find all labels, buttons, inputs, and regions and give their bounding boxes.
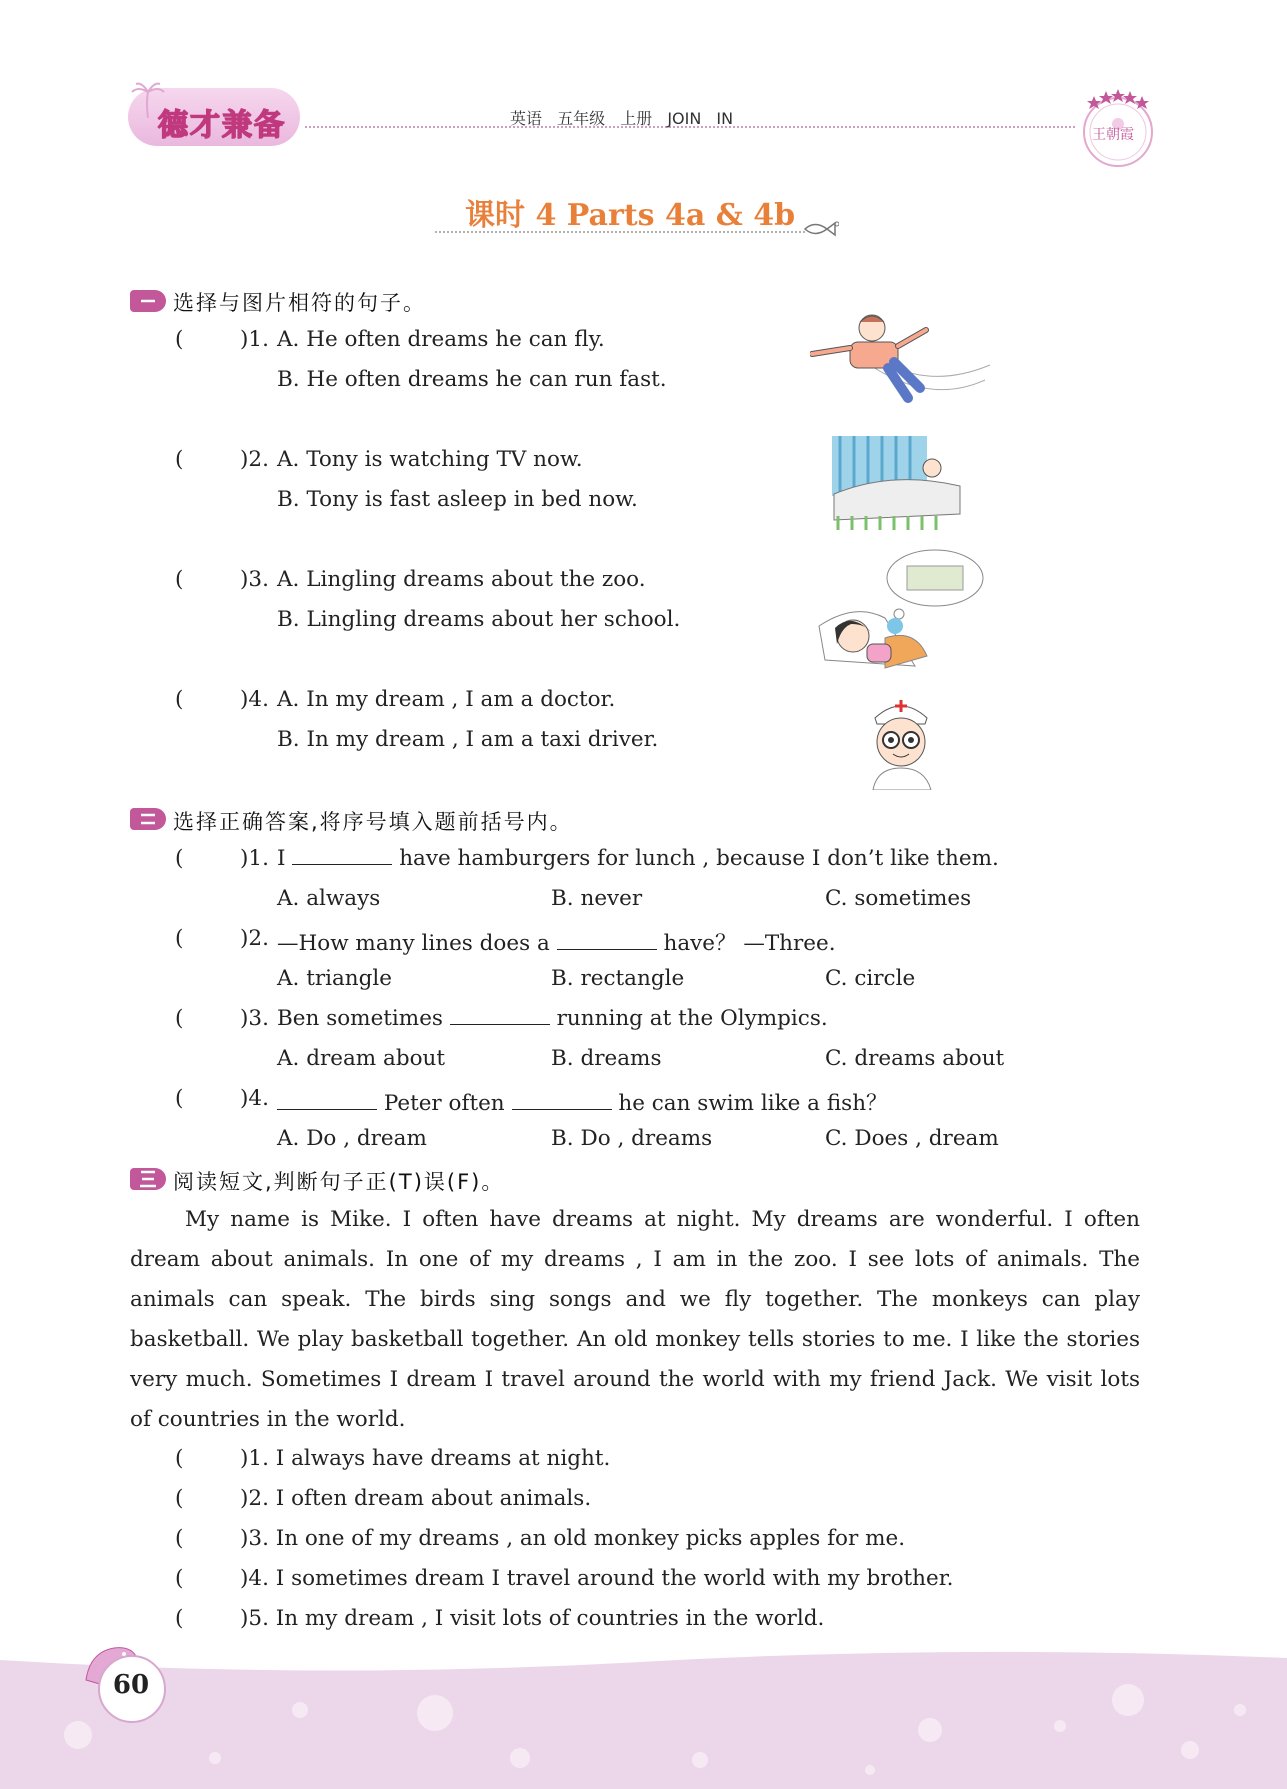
sleeping-boy-illustration [832, 436, 962, 530]
stem-start: Ben sometimes [277, 1006, 443, 1031]
fill-blank[interactable] [292, 846, 392, 865]
option-a: A. Lingling dreams about the zoo. [277, 567, 646, 592]
option-a: A. always [277, 886, 381, 911]
answer-bracket: ( [175, 1086, 184, 1111]
statement-5: )5. In my dream , I visit lots of countries in the world. [240, 1606, 825, 1631]
doctor-illustration [855, 694, 950, 790]
question-number: )3. [240, 1006, 269, 1031]
stem-end: he can swim like a fish？ [618, 1091, 888, 1116]
option-a: A. triangle [277, 966, 393, 991]
fish-icon [803, 218, 839, 240]
section-number-1 [137, 290, 159, 312]
question-number: )3. [240, 567, 269, 592]
answer-bracket: ( [175, 1486, 184, 1511]
question-number: )1. [240, 846, 269, 871]
option-b: B. Tony is fast asleep in bed now. [277, 487, 638, 512]
header-subject: 英语 [510, 109, 543, 128]
answer-bracket: ( [175, 1606, 184, 1631]
fill-blank[interactable] [557, 931, 657, 950]
option-c: C. dreams about [825, 1046, 1005, 1071]
option-c: C. circle [825, 966, 916, 991]
option-a: A. He often dreams he can fly. [277, 327, 605, 352]
statement-2: )2. I often dream about animals. [240, 1486, 592, 1511]
question-number: )4. [240, 687, 269, 712]
option-b: B. never [551, 886, 643, 911]
answer-bracket: ( [175, 1566, 184, 1591]
header-meta [510, 106, 733, 129]
answer-bracket: ( [175, 447, 184, 472]
question-stem [277, 846, 999, 871]
page-title: 课时 4 Parts 4a & 4b [465, 198, 796, 233]
statement-4: )4. I sometimes dream I travel around the world with my brother. [240, 1566, 954, 1591]
section-number-2 [137, 808, 159, 830]
answer-bracket: ( [175, 1526, 184, 1551]
stem-start: —How many lines does a [277, 931, 550, 956]
section-1-badge [130, 290, 166, 312]
option-a: A. Tony is watching TV now. [277, 447, 583, 472]
section-3-title: 阅读短文,判断句子正(T)误(F)。 [173, 1170, 505, 1194]
question-stem [277, 1006, 828, 1031]
reading-passage: My name is Mike. I often have dreams at night. My dreams are wonderful. I often dream about animals. In one of my dreams , I am in the zoo. I see lots of animals. The animals can speak. The birds sing songs and we fly together. The monkeys can play basketball. We play basketball together. An old monkey tells stories to me. I like the stories very much. Sometimes I dream I travel around the world with my friend Jack. We visit lots of countries in the world. [130, 1207, 1140, 1432]
option-a: A. Do , dream [277, 1126, 427, 1151]
brand-logo-text: 德才兼备 [158, 108, 286, 143]
seal-name: 王朝霞 [1092, 127, 1134, 143]
header-edition: JOIN IN [667, 109, 734, 128]
option-a: A. dream about [277, 1046, 446, 1071]
option-c: C. sometimes [825, 886, 972, 911]
page-number: 60 [112, 1670, 150, 1700]
option-b: B. dreams [551, 1046, 662, 1071]
fill-blank[interactable] [512, 1091, 612, 1110]
answer-bracket: ( [175, 846, 184, 871]
section-1-title: 选择与图片相符的句子。 [173, 291, 426, 315]
option-b: B. In my dream , I am a taxi driver. [277, 727, 659, 752]
question-number: )4. [240, 1086, 269, 1111]
title-underline [435, 231, 805, 233]
option-b: B. Do , dreams [551, 1126, 713, 1151]
question-number: )2. [240, 447, 269, 472]
option-b: B. He often dreams he can run fast. [277, 367, 667, 392]
option-b: B. Lingling dreams about her school. [277, 607, 681, 632]
answer-bracket: ( [175, 1006, 184, 1031]
fill-blank[interactable] [277, 1091, 377, 1110]
footer-wave [0, 1640, 1287, 1789]
question-number: )2. [240, 926, 269, 951]
answer-bracket: ( [175, 1446, 184, 1471]
dreaming-girl-illustration [815, 548, 985, 670]
answer-bracket: ( [175, 567, 184, 592]
stem-end: have？ —Three. [663, 931, 836, 956]
flying-boy-illustration [810, 310, 1000, 410]
question-number: )1. [240, 327, 269, 352]
section-number-3 [137, 1168, 159, 1190]
answer-bracket: ( [175, 687, 184, 712]
option-a: A. In my dream , I am a doctor. [277, 687, 616, 712]
statement-1: )1. I always have dreams at night. [240, 1446, 611, 1471]
option-b: B. rectangle [551, 966, 685, 991]
question-stem [277, 1086, 888, 1117]
statement-3: )3. In one of my dreams , an old monkey picks apples for me. [240, 1526, 906, 1551]
stem-end: have hamburgers for lunch , because I don’t like them. [399, 846, 999, 871]
header-volume: 上册 [620, 109, 653, 128]
stem-start: I [277, 846, 286, 871]
answer-bracket: ( [175, 327, 184, 352]
stem-middle: Peter often [383, 1091, 505, 1116]
answer-bracket: ( [175, 926, 184, 951]
option-c: C. Does , dream [825, 1126, 999, 1151]
section-2-badge [130, 808, 166, 830]
section-2-title: 选择正确答案,将序号填入题前括号内。 [173, 810, 573, 834]
section-3-badge [130, 1168, 166, 1190]
header-grade: 五年级 [557, 109, 606, 128]
question-stem [277, 926, 836, 957]
fill-blank[interactable] [450, 1006, 550, 1025]
stem-end: running at the Olympics. [556, 1006, 828, 1031]
